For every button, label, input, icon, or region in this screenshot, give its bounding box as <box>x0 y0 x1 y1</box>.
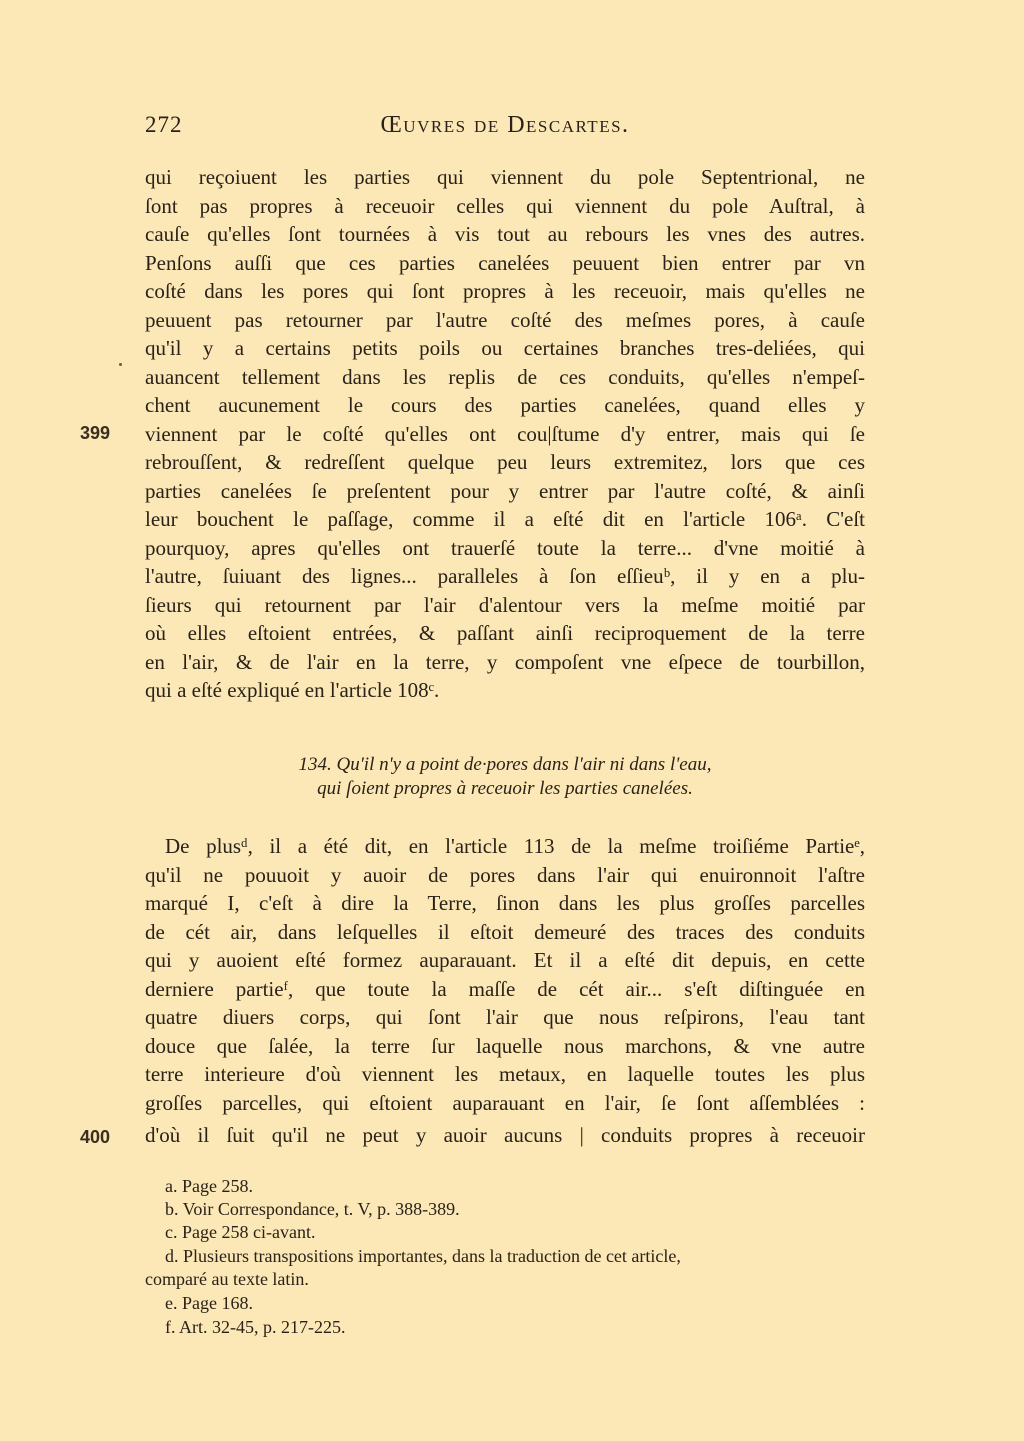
body-line: coſté dans les pores qui ſont propres à les receuoir, mais qu'elles ne <box>145 279 865 303</box>
body-line: chent aucunement le cours des parties canelées, quand elles y <box>145 393 865 417</box>
body-line: parties canelées ſe preſentent pour y entrer par l'autre coſté, & ainſi <box>145 479 865 503</box>
body-line: auancent tellement dans les replis de ces conduits, qu'elles n'empeſ- <box>145 365 865 389</box>
footnote-c: c. Page 258 ci-avant. <box>165 1222 316 1242</box>
body-line: douce que ſalée, la terre ſur laquelle nous marchons, & vne autre <box>145 1034 865 1058</box>
body-line: Penſons auſſi que ces parties canelées peuuent bien entrer par vn <box>145 251 865 275</box>
body-line: terre interieure d'où viennent les metaux, en laquelle toutes les plus <box>145 1062 865 1086</box>
body-line: peuuent pas retourner par l'autre coſté des meſmes pores, à cauſe <box>145 308 865 332</box>
body-line: De plusᵈ, il a été dit, en l'article 113 de la meſme troiſiéme Partieᵉ, <box>165 834 865 858</box>
body-line: rebrouſſent, & redreſſent quelque peu leurs extremitez, lors que ces <box>145 450 865 474</box>
body-line: l'autre, ſuiuant des lignes... paralleles à ſon eſſieuᵇ, il y en a plu- <box>145 564 865 588</box>
footnote-d: d. Plusieurs transpositions importantes, dans la traduction de cet article, <box>165 1246 681 1266</box>
margin-page-number: 400 <box>80 1127 111 1147</box>
margin-mark <box>119 363 122 366</box>
body-line: pourquoy, apres qu'elles ont trauerſé toute la terre... d'vne moitié à <box>145 536 865 560</box>
running-title: Œuvres de Descartes. <box>380 112 630 138</box>
body-line: d'où il ſuit qu'il ne peut y auoir aucuns | conduits propres à receuoir <box>145 1123 865 1147</box>
footnote-f: f. Art. 32-45, p. 217-225. <box>165 1317 346 1337</box>
section-heading-line: qui ſoient propres à receuoir les parties canelées. <box>317 778 693 799</box>
body-line: marqué I, c'eſt à dire la Terre, ſinon dans les plus groſſes parcelles <box>145 891 865 915</box>
body-line: leur bouchent le paſſage, comme il a eſté dit en l'article 106ᵃ. C'eſt <box>145 507 865 531</box>
body-line: viennent par le coſté qu'elles ont cou|ſtume d'y entrer, mais qui ſe <box>145 422 865 446</box>
body-line: en l'air, & de l'air en la terre, y compoſent vne eſpece de tourbillon, <box>145 650 865 674</box>
body-line: où elles eſtoient entrées, & paſſant ainſi reciproquement de la terre <box>145 621 865 645</box>
body-line: quatre diuers corps, qui ſont l'air que nous reſpirons, l'eau tant <box>145 1005 865 1029</box>
footnote-d-continued: comparé au texte latin. <box>145 1269 309 1289</box>
body-line: groſſes parcelles, qui eſtoient auparauant en l'air, ſe ſont aſſemblées : <box>145 1091 865 1115</box>
body-line: ſieurs qui retournent par l'air d'alentour vers la meſme moitié par <box>145 593 865 617</box>
body-line: qui a eſté expliqué en l'article 108ᶜ. <box>145 678 440 702</box>
body-line: de cét air, dans leſquelles il eſtoit demeuré des traces des conduits <box>145 920 865 944</box>
body-line: cauſe qu'elles ſont tournées à vis tout au rebours les vnes des autres. <box>145 222 865 246</box>
body-line: qu'il ne pouuoit y auoir de pores dans l'air qui enuironnoit l'aſtre <box>145 863 865 887</box>
body-line: qui y auoient eſté formez auparauant. Et il a eſté dit depuis, en cette <box>145 948 865 972</box>
footnote-e: e. Page 168. <box>165 1293 253 1313</box>
body-line: qui reçoiuent les parties qui viennent du pole Septentrional, ne <box>145 165 865 189</box>
footnote-b: b. Voir Correspondance, t. V, p. 388-389. <box>165 1199 460 1219</box>
body-line: derniere partieᶠ, que toute la maſſe de cét air... s'eſt diſtinguée en <box>145 977 865 1001</box>
section-heading-line: 134. Qu'il n'y a point de·pores dans l'air ni dans l'eau, <box>298 754 712 775</box>
page-header <box>145 112 865 146</box>
footnote-a: a. Page 258. <box>165 1176 253 1196</box>
body-line: ſont pas propres à receuoir celles qui viennent du pole Auſtral, à <box>145 194 865 218</box>
margin-page-number: 399 <box>80 423 111 443</box>
page-number: 272 <box>145 112 183 137</box>
body-line: qu'il y a certains petits poils ou certaines branches tres-deliées, qui <box>145 336 865 360</box>
